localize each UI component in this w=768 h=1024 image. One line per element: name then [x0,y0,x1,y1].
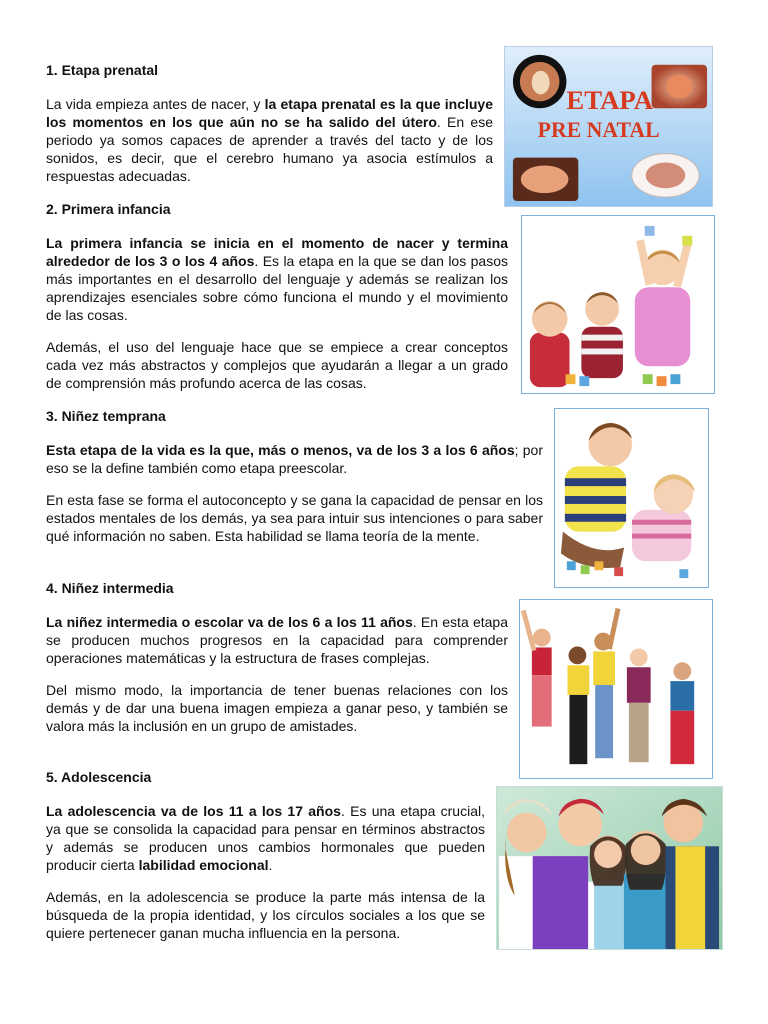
paragraph: Además, el uso del lenguaje hace que se empiece a crear conceptos cada vez más abstractos y complejos que ayudarán a llegar a un grado de comprensión más profundo acerca de las cosas. [46,339,508,391]
paragraph: La adolescencia va de los 11 a los 17 años. Es una etapa crucial, ya que se consolida la capacidad para pensar en términos abstractos y además se producen unos cambios hormonales que pueden producir cierta labilidad emocional. [46,803,485,873]
section-heading-adolescencia: 5. Adolescencia [46,769,152,785]
section-body-ninez-intermedia [46,613,508,735]
image-title-line1: ETAPA [566,85,654,116]
section-body-adolescencia [46,802,485,942]
toddlers-playing-image [521,215,715,394]
school-children-jumping-image [519,599,713,779]
paragraph: La vida empieza antes de nacer, y la etapa prenatal es la que incluye los momentos en los que aún no se ha salido del útero. En ese periodo ya somos capaces de aprender a través del tacto y de los sonidos, es decir, que el cerebro humano ya asocia estímulos a respuestas adecuadas. [46,96,493,184]
paragraph: Del mismo modo, la importancia de tener buenas relaciones con los demás y de dar una buena imagen empieza a ganar peso, y también se valora más la inclusión en un grupo de amistades. [46,682,508,734]
section-body-prenatal [46,95,493,185]
section-heading-prenatal: 1. Etapa prenatal [46,62,159,78]
paragraph: La primera infancia se inicia en el momento de nacer y termina alrededor de los 3 o los 4 años. Es la etapa en la que se dan los pasos más importantes en el desarrollo del lenguaje y además se realizan los aprendizajes esenciales sobre cómo funciona el mundo y el movimiento de las cosas. [46,235,509,323]
section-heading-ninez-temprana: 3. Niñez temprana [46,408,166,424]
section-heading-ninez-intermedia: 4. Niñez intermedia [46,580,174,596]
image-title-line2: PRE NATAL [537,117,660,142]
paragraph: La niñez intermedia o escolar va de los 6 a los 11 años. En esta etapa se producen muchos progresos en la capacidad para comprender operaciones matemáticas y la estructura de frases complejas. [46,614,509,666]
paragraph: Además, en la adolescencia se produce la parte más intensa de la búsqueda de la propia identidad, y los círculos sociales a los que se quiere pertenecer ganan mucha influencia en la persona. [46,889,485,941]
teenagers-group-image [496,786,723,950]
section-body-infancia [46,234,508,392]
section-body-ninez-temprana [46,441,543,545]
preschoolers-image [554,408,709,588]
section-heading-infancia: 2. Primera infancia [46,201,171,217]
paragraph: En esta fase se forma el autoconcepto y se gana la capacidad de pensar en los estados mentales de los demás, ya sea para intuir sus intenciones o para saber qué información no saben. Esta habilidad se llama teoría de la mente. [46,492,543,544]
prenatal-image [504,46,713,207]
paragraph: Esta etapa de la vida es la que, más o menos, va de los 3 a los 6 años; por eso se la define también como etapa preescolar. [46,442,543,476]
